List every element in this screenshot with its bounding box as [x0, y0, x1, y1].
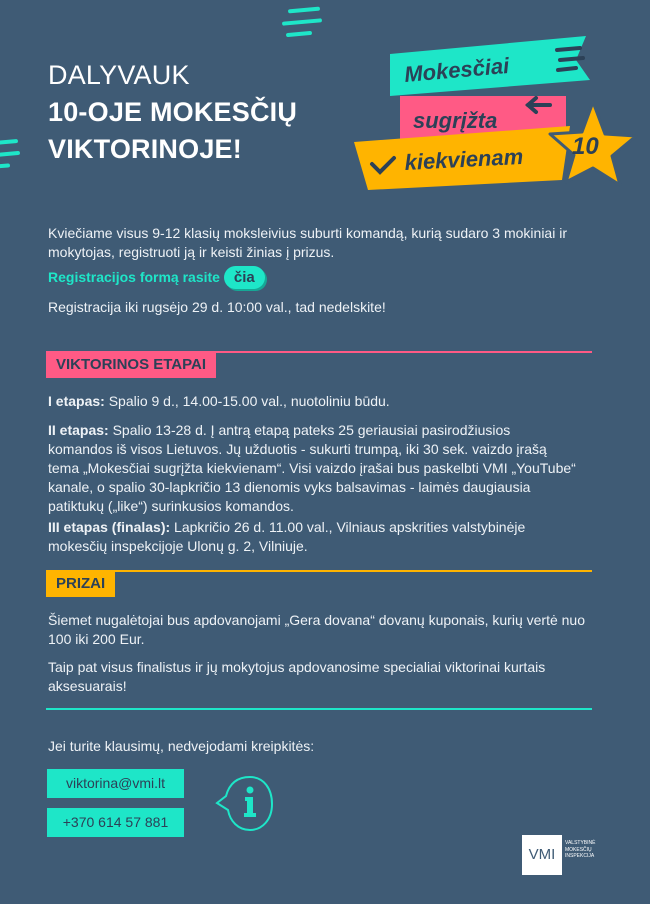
registration-text: Registracijos formą rasite	[48, 269, 220, 285]
decor-stripe	[0, 151, 20, 157]
prizes-title: PRIZAI	[46, 570, 115, 597]
stages-title: VIKTORINOS ETAPAI	[46, 351, 216, 378]
ribbon-text-2: sugrįžta	[413, 108, 498, 133]
prizes-section-header	[46, 570, 592, 592]
registration-link[interactable]: čia	[224, 266, 265, 289]
page-title: DALYVAUK 10-OJE MOKESČIŲ VIKTORINOJE!	[48, 60, 298, 164]
decor-stripe	[286, 31, 312, 37]
info-icon	[210, 775, 280, 835]
intro-text: Kviečiame visus 9-12 klasių moksleivius suburti komandą, kurią sudaro 3 mokiniai ir mokytojas, registruoti ją ir keisti žinias į prizus.	[48, 225, 567, 260]
prizes-text-2: Taip pat visus finalistus ir jų mokytojus apdovanosime specialiai viktorinai kurtais aksesuarais!	[48, 659, 546, 694]
stage-3: III etapas (finalas): Lapkričio 26 d. 11.00 val., Vilniaus apskrities valstybinėje mokesčių inspekcijoje Ulonų g. 2, Vilniuje.	[48, 519, 526, 554]
deadline-text: Registracija iki rugsėjo 29 d. 10:00 val., tad nedelskite!	[48, 299, 386, 315]
campaign-badge	[350, 30, 640, 190]
divider	[46, 708, 592, 710]
phone-link[interactable]: +370 614 57 881	[47, 808, 184, 837]
email-link[interactable]: viktorina@vmi.lt	[47, 769, 184, 798]
ribbon-text-1: Mokesčiai	[403, 52, 511, 87]
vmi-logo-text: VALSTYBINĖ MOKESČIŲ INSPEKCIJA	[565, 840, 596, 859]
ribbon-text-3: kiekvienam	[403, 143, 524, 175]
registration-line	[48, 266, 588, 289]
prizes-text-1: Šiemet nugalėtojai bus apdovanojami „Gera dovana“ dovanų kuponais, kurių vertė nuo 100 iki 200 Eur.	[48, 612, 586, 647]
stages-section-header	[46, 351, 592, 373]
decor-stripe	[0, 163, 10, 168]
vmi-logo: VMI	[522, 835, 562, 875]
star-number: 10	[572, 133, 599, 160]
stage-2: II etapas: Spalio 13-28 d. Į antrą etapą pateks 25 geriausiai pasirodžiusios komandos iš visos Lietuvos. Jų užduotis - sukurti trumpą, iki 30 sek. vaizdo įrašą tema „Mokesčiai sugrįžta kiekvienam“. Visi vaizdo įrašai bus paskelbti VMI „YouTube“ kanale, o spalio 30-lapkričio 13 dienomis vyks balsavimas - laimės daugiausia patiktukų („like“) surinkusios komandos.	[48, 422, 576, 514]
decor-stripe	[0, 139, 18, 145]
decor-stripe	[288, 7, 320, 14]
stage-1: I etapas: Spalio 9 d., 14.00-15.00 val., nuotoliniu būdu.	[48, 393, 390, 409]
decor-stripe	[282, 18, 322, 25]
contact-text: Jei turite klausimų, nedvejodami kreipkitės:	[48, 738, 315, 754]
